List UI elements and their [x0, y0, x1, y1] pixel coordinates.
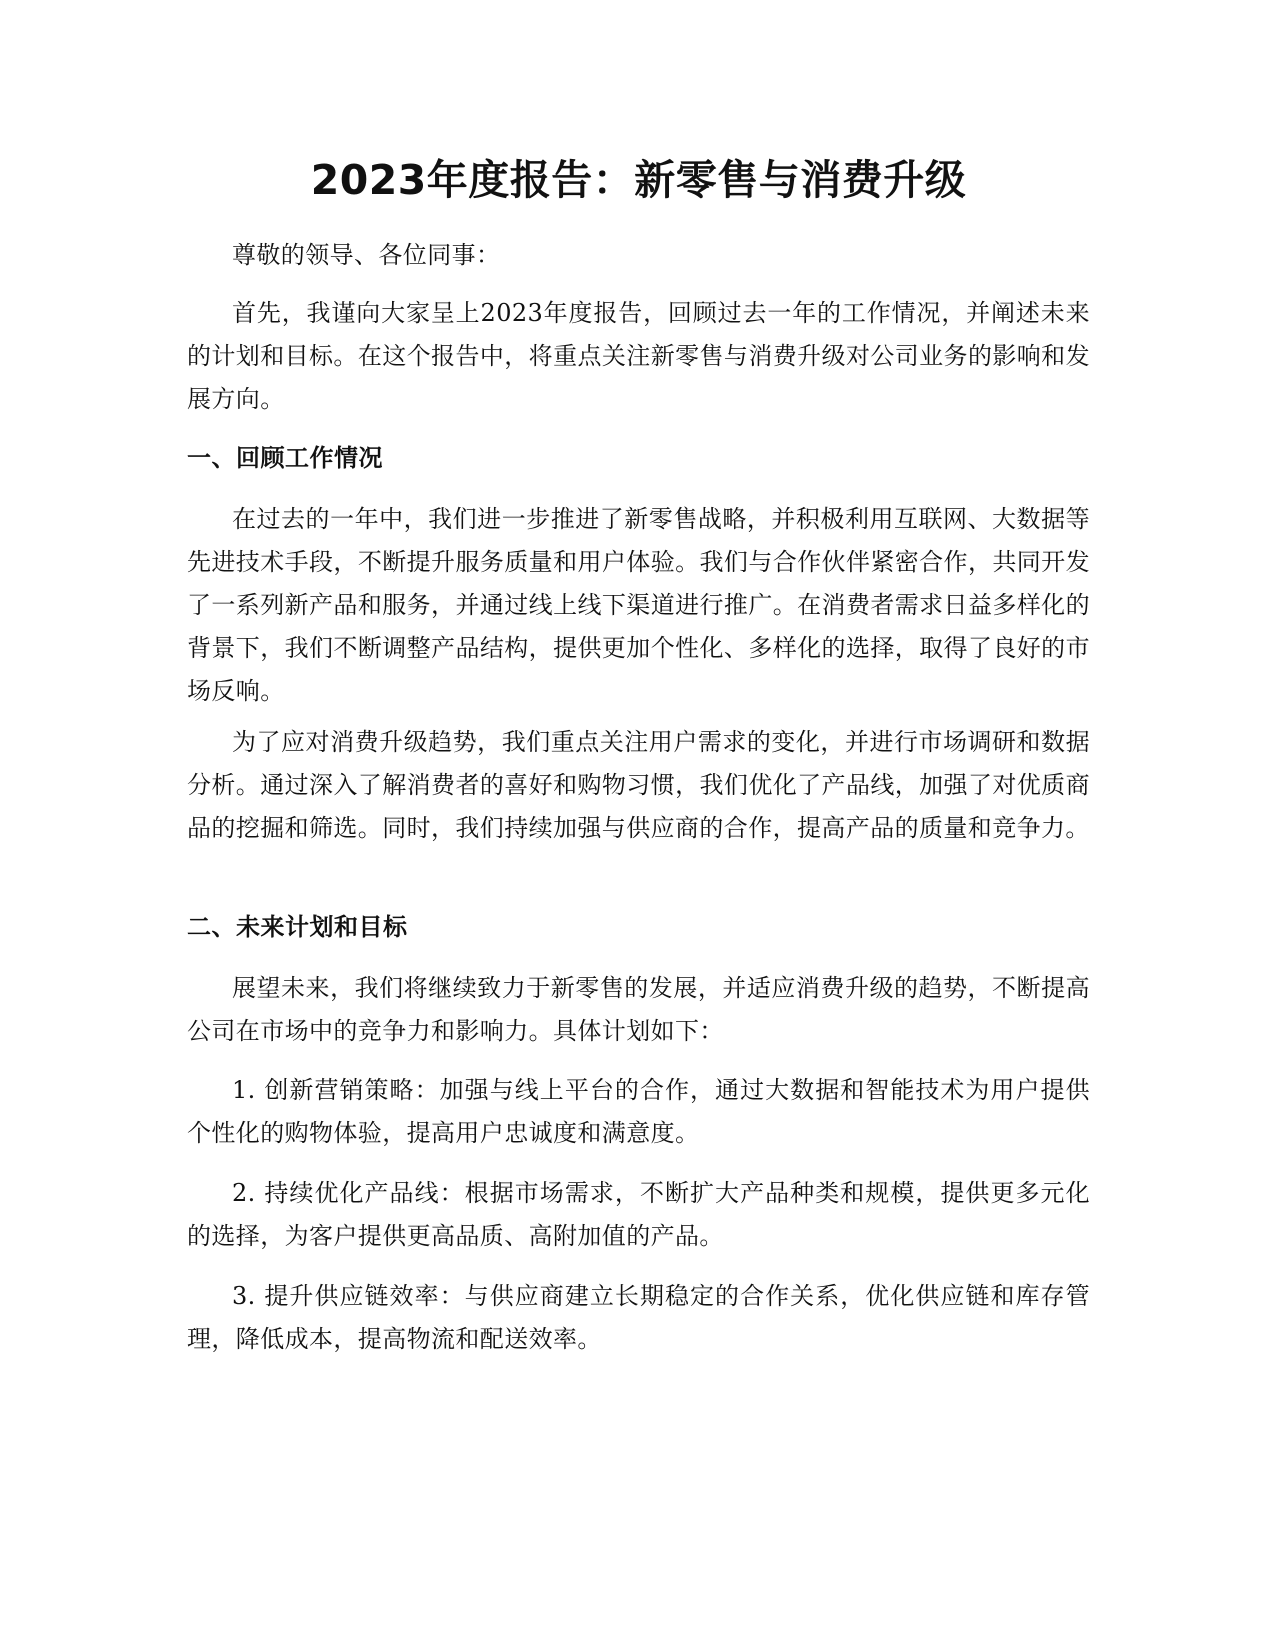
plan-item-1: 1. 创新营销策略：加强与线上平台的合作，通过大数据和智能技术为用户提供个性化的购物体验，提高用户忠诚度和满意度。	[187, 1076, 1090, 1147]
greeting: 尊敬的领导、各位同事：	[232, 241, 501, 269]
section-heading-plans: 二、未来计划和目标	[187, 913, 408, 941]
review-paragraph-1: 在过去的一年中，我们进一步推进了新零售战略，并积极利用互联网、大数据等先进技术手段，不断提升服务质量和用户体验。我们与合作伙伴紧密合作，共同开发了一系列新产品和服务，并通过线上线下渠道进行推广。在消费者需求日益多样化的背景下，我们不断调整产品结构，提供更加个性化、多样化的选择，取得了良好的市场反响。	[187, 505, 1090, 705]
review-paragraph-2: 为了应对消费升级趋势，我们重点关注用户需求的变化，并进行市场调研和数据分析。通过深入了解消费者的喜好和购物习惯，我们优化了产品线，加强了对优质商品的挖掘和筛选。同时，我们持续加强与供应商的合作，提高产品的质量和竞争力。	[187, 728, 1090, 842]
plan-item-3: 3. 提升供应链效率：与供应商建立长期稳定的合作关系，优化供应链和库存管理，降低成本，提高物流和配送效率。	[187, 1282, 1090, 1353]
plans-intro-paragraph: 展望未来，我们将继续致力于新零售的发展，并适应消费升级的趋势，不断提高公司在市场中的竞争力和影响力。具体计划如下：	[187, 974, 1090, 1045]
section-heading-review: 一、回顾工作情况	[187, 444, 383, 472]
intro-paragraph: 首先，我谨向大家呈上2023年度报告，回顾过去一年的工作情况，并阐述未来的计划和目标。在这个报告中，将重点关注新零售与消费升级对公司业务的影响和发展方向。	[187, 299, 1090, 413]
document-title: 2023年度报告：新零售与消费升级	[310, 156, 967, 204]
plan-item-2: 2. 持续优化产品线：根据市场需求，不断扩大产品种类和规模，提供更多元化的选择，为客户提供更高品质、高附加值的产品。	[187, 1179, 1090, 1250]
